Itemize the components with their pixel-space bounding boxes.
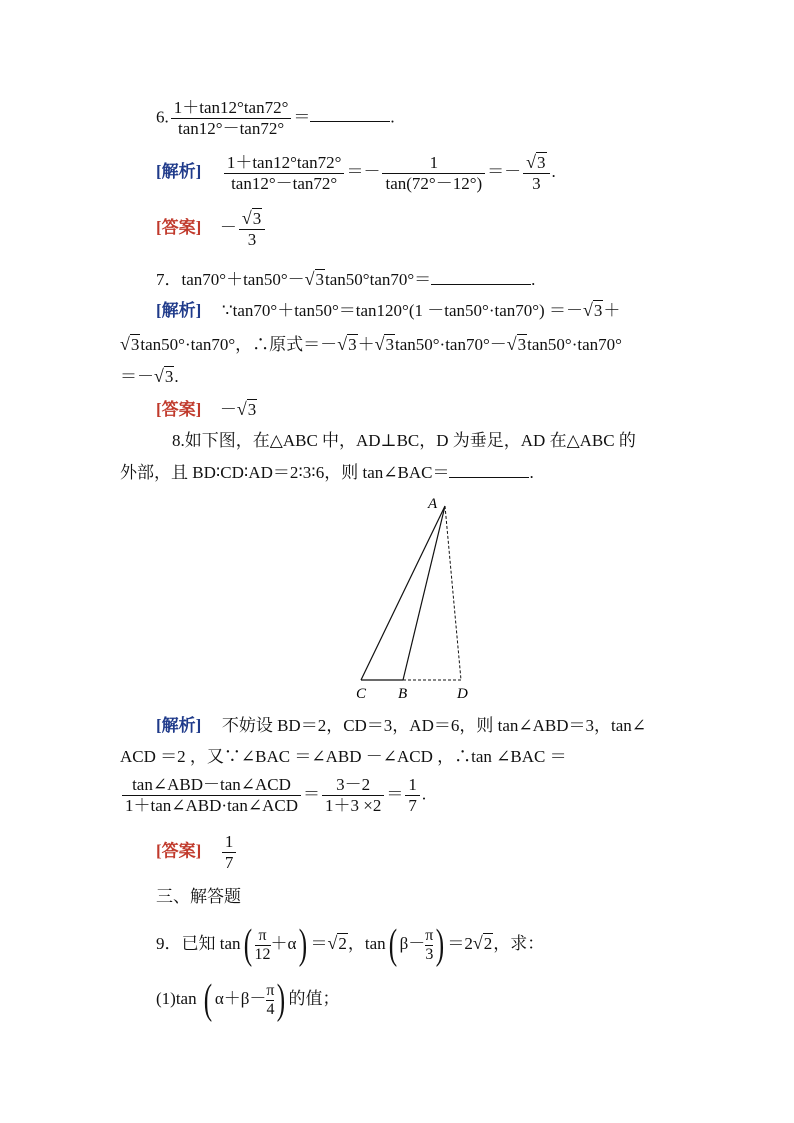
a7-l2-text-a: tan50°·tan70°，∴原式＝－ [140, 335, 338, 354]
analysis-7-line-1 [156, 299, 620, 322]
analysis-tag: [解析] [156, 161, 202, 181]
ans8-den: 7 [224, 853, 234, 872]
a6-f2-num: 1 [382, 153, 485, 174]
triangle-figure [340, 492, 490, 707]
a7-l1-text: ∵tan70°＋tan50°＝tan120°(1 －tan50°·tan70°) ＝－ [221, 301, 583, 320]
a8-eq2: ＝ [386, 784, 404, 804]
a6-f2-den: tan(72°－12°) [385, 173, 483, 193]
a6-sqrt: √3 [526, 152, 546, 172]
a7-l2-sqrt-2: √3 [337, 334, 357, 354]
q6-fraction [171, 98, 292, 139]
a7-l2-text-d: tan50°·tan70° [527, 335, 622, 354]
a7-l2-text-c: tan50°·tan70°－ [394, 335, 507, 354]
a8-f1-den: 1＋tan∠ABD·tan∠ACD [125, 796, 298, 815]
ans6-fraction [239, 208, 265, 250]
a6-eq2: ＝－ [487, 161, 522, 181]
a8-eq1: ＝ [302, 784, 320, 804]
a8-fraction-3 [405, 775, 420, 816]
analysis-7-line-2 [120, 333, 622, 356]
a8-end: . [421, 784, 427, 804]
answer-6 [156, 208, 267, 250]
q9-1-intro: (1)tan [156, 989, 201, 1008]
ans7-sign: － [219, 400, 237, 419]
a7-l2-sqrt-3: √3 [374, 334, 394, 354]
q9-plus-alpha: ＋α [270, 934, 297, 953]
q9-rparen-1: ) [299, 922, 308, 969]
a7-l2-text-b: ＋ [357, 335, 375, 354]
q9-1-ask: 的值； [288, 989, 340, 1008]
q8-answer-blank [449, 463, 529, 478]
analysis-tag: [解析] [156, 716, 202, 735]
a7-l1-sqrt: √3 [582, 300, 603, 320]
a6-fraction-2 [382, 153, 485, 194]
label-D: D [457, 686, 468, 702]
q9-beta-minus: β－ [399, 934, 426, 953]
a8-fraction-1 [122, 775, 301, 816]
a6-f3-den: 3 [532, 174, 541, 193]
analysis-7-line-3 [120, 365, 179, 388]
a6-f1-den: tan12°－tan72° [231, 173, 338, 193]
ans8-fraction [222, 832, 237, 873]
q6-number: 6. [156, 107, 169, 127]
analysis-6 [156, 152, 556, 194]
a7-l2-sqrt-4: √3 [506, 334, 527, 354]
a6-fraction-1 [224, 153, 345, 194]
label-B: B [398, 686, 408, 702]
q9-pi-over-12: $\frac{\pi}{12}$ [254, 926, 271, 963]
a7-l3-sqrt: √3 [154, 366, 174, 386]
q7-sqrt: √3 [304, 269, 325, 289]
a8-f3-num: 1 [405, 775, 420, 796]
a7-l3-text-a: ＝－ [120, 367, 154, 386]
analysis-8-line-3 [120, 775, 426, 816]
a8-f2-den: 1＋3 ×2 [324, 796, 382, 815]
q9-ask: ，求： [493, 934, 545, 953]
q9-pi-over-3: $\frac{\pi}{3}$ [425, 926, 434, 963]
a7-l3-end: . [174, 367, 179, 386]
ans8-num: 1 [222, 832, 237, 853]
a8-fraction-2 [322, 775, 384, 816]
label-C: C [356, 686, 367, 702]
ans7-sqrt: √3 [236, 399, 257, 419]
q9-sqrt-2: √2 [472, 933, 493, 953]
a7-l1-plus: ＋ [603, 301, 621, 320]
ans6-sqrt: √3 [241, 208, 262, 228]
section-title: 三、解答题 [156, 887, 241, 906]
q6-end: . [390, 107, 395, 127]
a8-l1-text: 不妨设 BD＝2，CD＝3，AD＝6，则 tan∠ABD＝3，tan∠ [221, 716, 647, 735]
q9-sqrt-1: √2 [327, 933, 347, 953]
a7-l2-sqrt-1: √3 [120, 334, 140, 354]
q8-end: . [529, 463, 534, 482]
q6-answer-blank [310, 107, 390, 122]
segment-AB [403, 506, 445, 680]
q9-lparen-1: ( [243, 922, 252, 969]
q9-1-rparen: ) [277, 977, 286, 1024]
answer-7 [156, 398, 257, 421]
q9-rparen-2: ) [436, 922, 445, 969]
question-8-line-2 [120, 462, 534, 484]
segment-AD-dashed [445, 506, 461, 680]
ans6-sign: － [219, 217, 237, 237]
answer-tag: [答案] [156, 400, 202, 419]
analysis-tag: [解析] [156, 301, 202, 320]
q8-l2-text: 外部，且 BD∶CD∶AD＝2∶3∶6，则 tan∠BAC＝ [120, 463, 450, 482]
question-7 [156, 268, 535, 291]
answer-tag: [答案] [156, 217, 202, 237]
q9-tan-2: ，tan [347, 934, 386, 953]
label-A: A [428, 496, 438, 512]
q9-1-lparen: ( [203, 977, 213, 1024]
q9-1-expr: α＋β－ [214, 989, 267, 1008]
analysis-8-line-1 [156, 715, 646, 737]
analysis-8-line-2: ACD ＝2 ，又∵∠BAC ＝∠ABD －∠ACD ，∴tan ∠BAC ＝ [120, 747, 567, 766]
q9-eq1: ＝ [310, 934, 328, 953]
answer-tag: [答案] [156, 841, 202, 861]
a6-end: . [551, 161, 556, 181]
q9-eq2: ＝2 [447, 934, 473, 953]
q7-text1: 7．tan70°＋tan50°－ [156, 270, 305, 289]
question-9-part-1 [156, 977, 340, 1024]
q6-frac-num: 1＋tan12°tan72° [171, 98, 292, 119]
q9-intro: 9．已知 tan [156, 934, 241, 953]
q9-1-pi-over-4: $\frac{\pi}{4}$ [266, 981, 275, 1018]
a8-f2-num: 3－2 [322, 775, 384, 796]
a6-fraction-3 [523, 152, 549, 194]
question-6 [156, 98, 395, 139]
a6-eq1: ＝－ [346, 161, 381, 181]
q6-frac-den: tan12°－tan72° [178, 119, 285, 138]
q7-answer-blank [431, 270, 531, 285]
q7-text2: tan50°tan70°＝ [325, 270, 432, 289]
q9-lparen-2: ( [388, 922, 397, 969]
ans6-den: 3 [247, 230, 257, 249]
q7-end: . [531, 270, 536, 289]
question-8-line-1: 8.如下图，在△ABC 中，AD⊥BC，D 为垂足，AD 在△ABC 的 [172, 431, 636, 450]
q6-eq: ＝ [293, 107, 311, 127]
answer-8 [156, 832, 238, 873]
segment-AC [361, 506, 445, 680]
a8-f1-num: tan∠ABD－tan∠ACD [122, 775, 301, 796]
a6-f1-num: 1＋tan12°tan72° [224, 153, 345, 174]
question-9 [156, 922, 545, 969]
a8-f3-den: 7 [408, 796, 417, 815]
